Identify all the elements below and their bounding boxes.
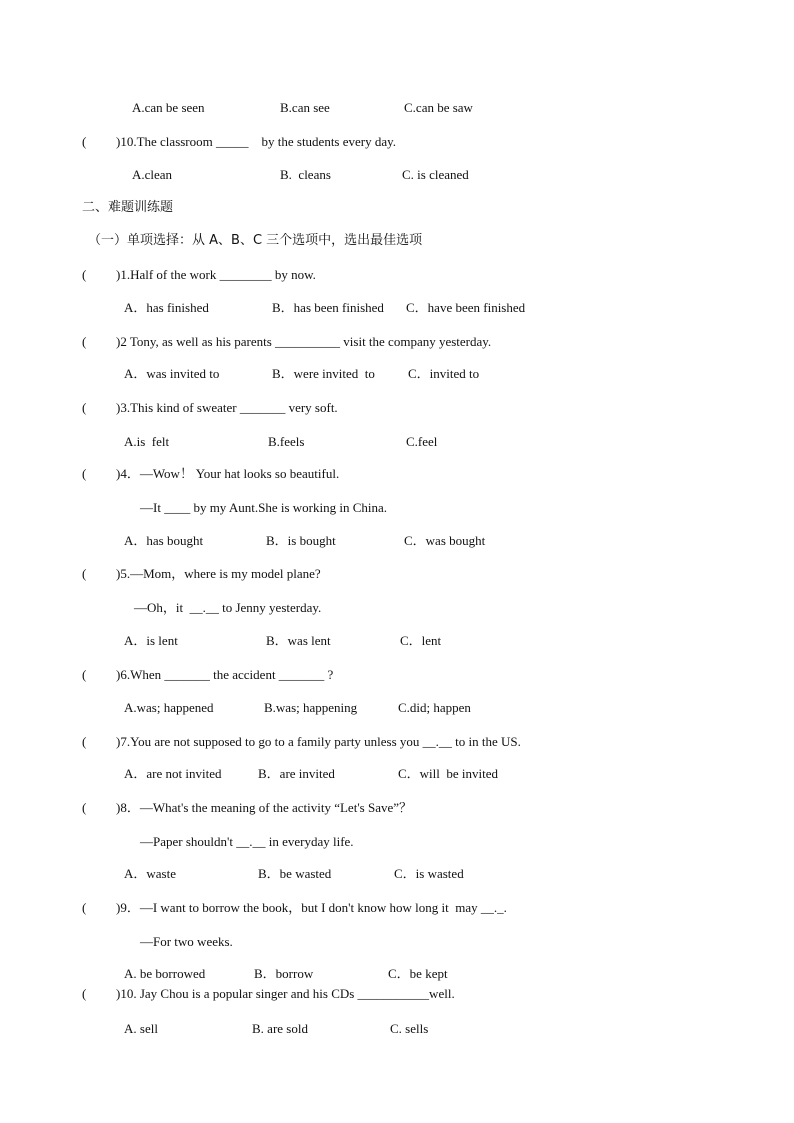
q7-stem: )7.You are not supposed to go to a family party unless you __.__ to in the US. <box>116 734 521 749</box>
q5-stem: )5.—Mom，where is my model plane? <box>116 566 321 581</box>
q9-response: —For two weeks. <box>140 934 233 949</box>
q10-option-c: C. sells <box>390 1021 429 1036</box>
prev-q10-stem: )10.The classroom _____ by the students every day. <box>116 134 397 149</box>
section-subtitle: （一）单项选择：从 A、B、C 三个选项中，选出最佳选项 <box>88 233 423 248</box>
q8-option-c: C．is wasted <box>394 866 464 881</box>
q8-option-a: A．waste <box>124 866 176 881</box>
q7-option-a: A．are not invited <box>124 766 222 781</box>
q4-option-c: C．was bought <box>404 533 486 548</box>
q5-response: —Oh，it __.__ to Jenny yesterday. <box>134 600 322 615</box>
prev-q10-option-c: C. is cleaned <box>402 167 469 182</box>
q5-option-a: A．is lent <box>124 633 178 648</box>
q2-option-c: C．invited to <box>408 366 480 381</box>
q2-option-b: B．were invited to <box>272 366 375 381</box>
q5-option-c: C．lent <box>400 633 442 648</box>
q7-option-b: B．are invited <box>258 766 335 781</box>
q6-option-a: A.was; happened <box>124 700 214 715</box>
q9-paren: ( <box>82 900 87 915</box>
q4-option-b: B．is bought <box>266 533 336 548</box>
q4-option-a: A．has bought <box>124 533 204 548</box>
q7-paren: ( <box>82 734 87 749</box>
q5-option-b: B．was lent <box>266 633 331 648</box>
prev-q9-option-c: C.can be saw <box>404 100 473 115</box>
q6-stem: )6.When _______ the accident _______ ? <box>116 667 334 682</box>
q10-stem: )10. Jay Chou is a popular singer and his CDs ___________well. <box>116 986 455 1001</box>
q9-option-c: C．be kept <box>388 966 448 981</box>
q10-option-a: A. sell <box>124 1021 158 1036</box>
q2-option-a: A．was invited to <box>124 366 220 381</box>
prev-q10-option-b: B. cleans <box>280 167 331 182</box>
q3-option-b: B.feels <box>268 434 305 449</box>
q6-option-c: C.did; happen <box>398 700 471 715</box>
q9-stem: )9．—I want to borrow the book，but I don't know how long it may __._. <box>116 900 507 915</box>
q3-stem: )3.This kind of sweater _______ very soft. <box>116 400 338 415</box>
prev-q9-option-b: B.can see <box>280 100 330 115</box>
q4-stem: )4．—Wow！ Your hat looks so beautiful. <box>116 466 340 481</box>
q9-option-b: B．borrow <box>254 966 314 981</box>
prev-q9-option-a: A.can be seen <box>132 100 205 115</box>
q10-option-b: B. are sold <box>252 1021 308 1036</box>
q3-paren: ( <box>82 400 87 415</box>
q4-response: —It ____ by my Aunt.She is working in China. <box>140 500 387 515</box>
q1-paren: ( <box>82 267 87 282</box>
q7-option-c: C．will be invited <box>398 766 499 781</box>
q5-paren: ( <box>82 566 87 581</box>
q6-paren: ( <box>82 667 87 682</box>
section-title: 二、难题训练题 <box>82 200 174 215</box>
q2-stem: )2 Tony, as well as his parents __________ visit the company yesterday. <box>116 334 492 349</box>
q3-option-c: C.feel <box>406 434 438 449</box>
q1-stem: )1.Half of the work ________ by now. <box>116 267 316 282</box>
q9-option-a: A. be borrowed <box>124 966 206 981</box>
prev-q10-option-a: A.clean <box>132 167 173 182</box>
prev-q10-paren: ( <box>82 134 87 149</box>
q1-option-a: A．has finished <box>124 300 209 315</box>
q8-paren: ( <box>82 800 87 815</box>
q1-option-c: C．have been finished <box>406 300 526 315</box>
q8-option-b: B．be wasted <box>258 866 332 881</box>
q2-paren: ( <box>82 334 87 349</box>
q6-option-b: B.was; happening <box>264 700 358 715</box>
q10-paren: ( <box>82 986 87 1001</box>
q8-stem: )8．—What's the meaning of the activity “Let's Save”？ <box>116 800 413 815</box>
q4-paren: ( <box>82 466 87 481</box>
q1-option-b: B．has been finished <box>272 300 384 315</box>
q3-option-a: A.is felt <box>124 434 170 449</box>
q8-response: —Paper shouldn't __.__ in everyday life. <box>140 834 354 849</box>
